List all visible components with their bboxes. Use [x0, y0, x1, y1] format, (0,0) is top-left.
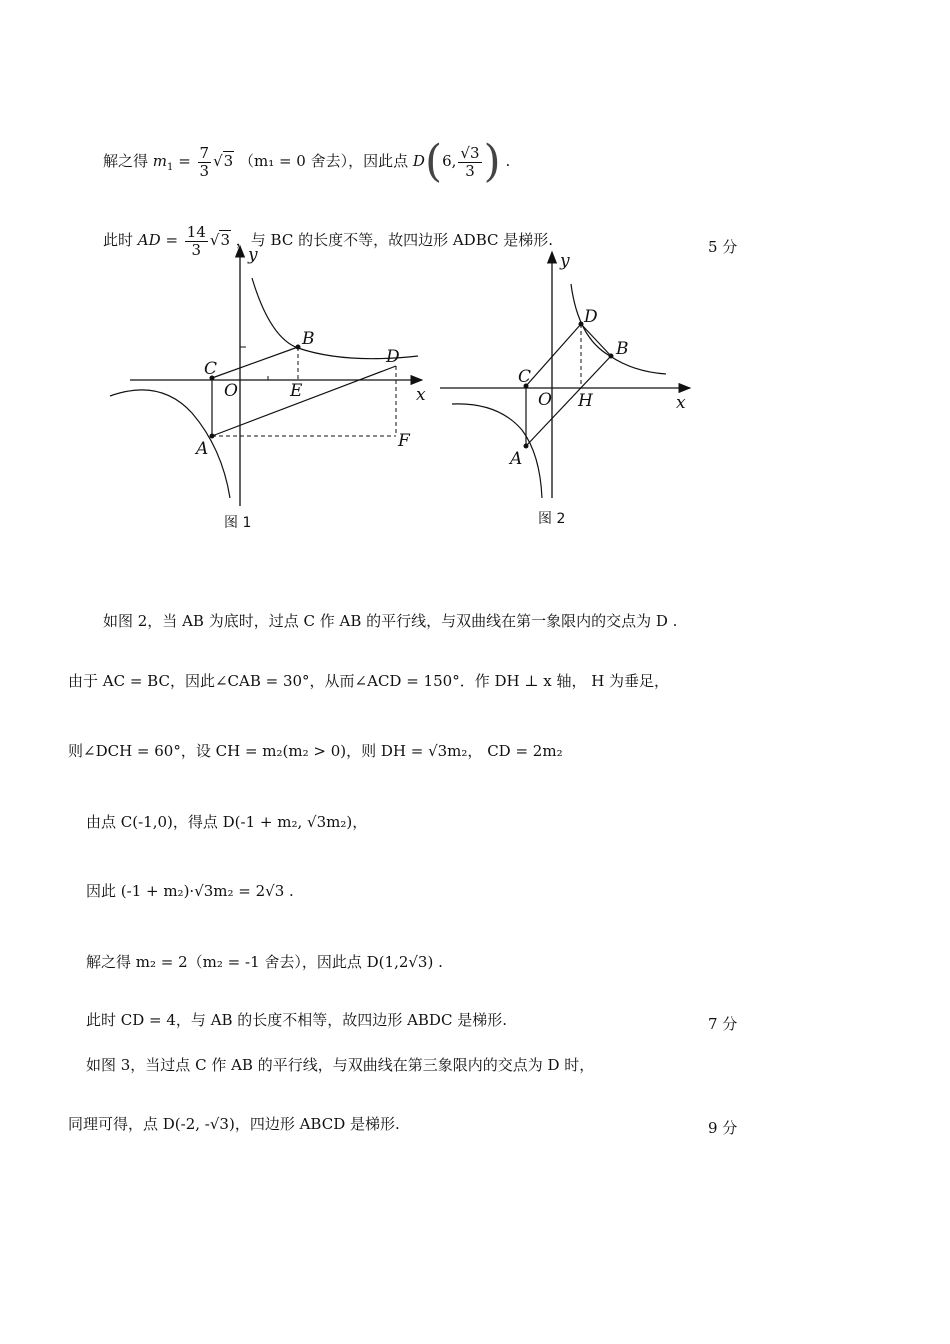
paragraph-8: 如图 3，当过点 C 作 AB 的平行线，与双曲线在第三象限内的交点为 D 时，: [86, 1056, 595, 1074]
paragraph-6: 解之得 m₂ = 2（m₂ = -1 舍去），因此点 D(1,2√3) .: [86, 953, 443, 971]
score-9: 9 分: [708, 1119, 738, 1137]
equals: =: [165, 231, 183, 249]
text: 此时: [103, 231, 134, 249]
label-A: A: [510, 449, 523, 469]
text-paren: （m₁ = 0 舍去），因此点: [238, 152, 409, 170]
solution-line-2: 此时 AD = $\frac{14}{3}$ √3 ，与 BC 的长度不等，故四边形 ADBC 是梯形.: [103, 223, 554, 259]
period: .: [505, 152, 511, 170]
paragraph-5: 因此 (-1 + m₂)·√3m₂ = 2√3 .: [86, 882, 294, 900]
label-H: H: [578, 391, 593, 411]
label-B: B: [302, 329, 315, 349]
hyperbola-third-quadrant: [452, 404, 542, 498]
label-x: x: [676, 393, 686, 413]
label-B: B: [616, 339, 629, 359]
figure-2-caption: 图 2: [538, 511, 566, 527]
label-y: y: [248, 245, 258, 265]
coord-x: 6,: [442, 152, 457, 170]
var-m: m: [152, 152, 168, 170]
figure-1: [100, 238, 440, 518]
label-C: C: [518, 367, 532, 387]
paragraph-9: 同理可得，点 D(-2, -√3)，四边形 ABCD 是梯形.: [68, 1115, 400, 1133]
label-A: A: [196, 439, 209, 459]
paragraph-4: 由点 C(-1,0)，得点 D(-1 + m₂, √3m₂)，: [86, 813, 368, 831]
label-D: D: [386, 347, 400, 367]
fraction-7-3: $\frac{7}{3}$: [199, 144, 210, 180]
score-7: 7 分: [708, 1015, 738, 1033]
text: 解之得: [103, 152, 149, 170]
paragraph-7: 此时 CD = 4，与 AB 的长度不相等，故四边形 ABDC 是梯形.: [86, 1011, 507, 1029]
figure-1-caption: 图 1: [224, 515, 252, 531]
label-D: D: [584, 307, 598, 327]
label-O: O: [538, 390, 552, 410]
equals: =: [178, 152, 196, 170]
fraction-sqrt3-3: $\frac{√3}{3}$: [460, 144, 480, 180]
label-E: E: [290, 381, 303, 401]
label-F: F: [398, 431, 410, 451]
paragraph-2: 由于 AC = BC，因此∠CAB = 30°，从而∠ACD = 150°．作 DH ⊥ x 轴， H 为垂足，: [68, 672, 670, 690]
label-y: y: [560, 251, 570, 271]
figure-2: [438, 248, 708, 508]
sqrt-3: 3: [223, 152, 234, 170]
label-C: C: [204, 359, 218, 379]
point-D: D: [412, 152, 425, 170]
sqrt-3: 3: [220, 231, 230, 249]
solution-line-1: 解之得 $m_1$ = $\frac{7}{3}$ √3 （m₁ = 0 舍去），因此点 D(6, $\frac{√3}{3}$ ) .: [103, 136, 511, 187]
paragraph-3: 则∠DCH = 60°，设 CH = m₂(m₂ > 0)，则 DH = √3m₂， CD = 2m₂: [68, 742, 563, 760]
label-x: x: [416, 385, 426, 405]
text-rest: ，与 BC 的长度不等，故四边形 ADBC 是梯形.: [235, 231, 554, 249]
paragraph-1: 如图 2，当 AB 为底时，过点 C 作 AB 的平行线，与双曲线在第一象限内的交点为 D .: [103, 612, 678, 630]
score-5: 5 分: [708, 238, 738, 256]
segment-AD: AD: [137, 231, 161, 249]
label-O: O: [224, 381, 238, 401]
fraction-14-3: $\frac{14}{3}$: [186, 223, 206, 259]
